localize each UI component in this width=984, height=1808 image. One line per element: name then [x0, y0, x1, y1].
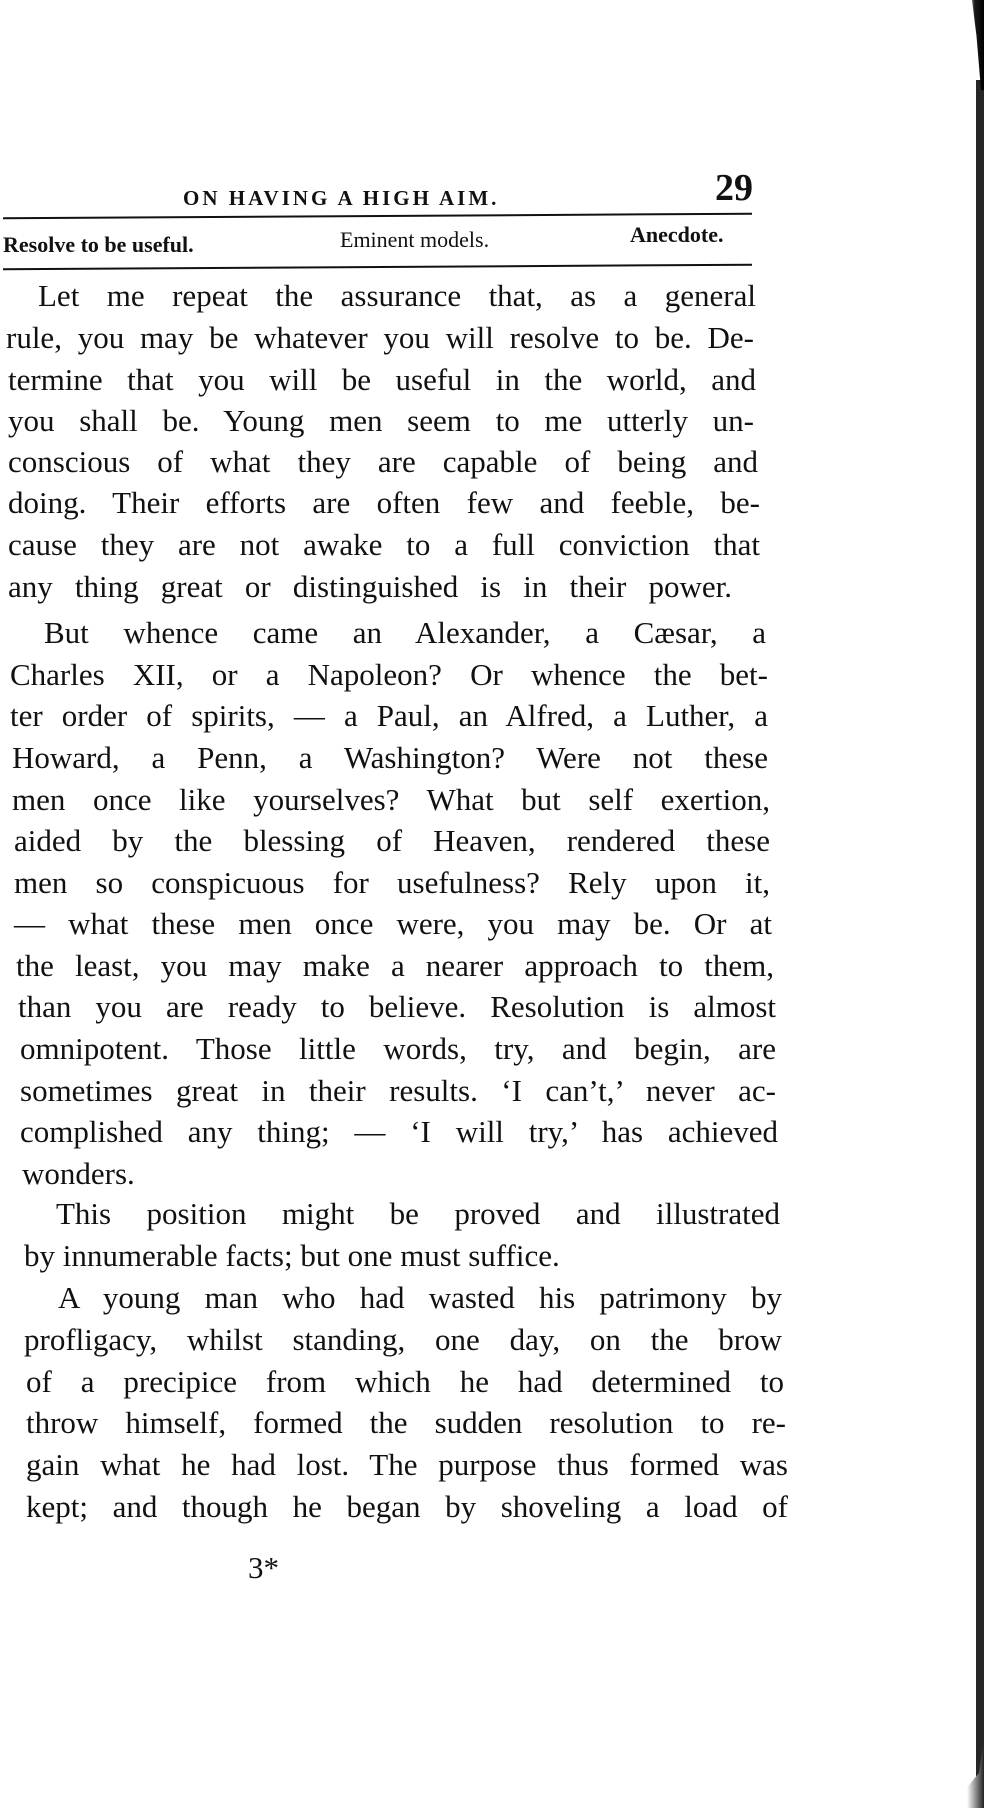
signature-mark: 3*: [248, 1550, 279, 1585]
running-head-title: ON HAVING A HIGH AIM.: [183, 186, 500, 210]
text-line: termine that you will be useful in the world, and: [8, 362, 756, 397]
text-line: Let me repeat the assurance that, as a general: [38, 278, 756, 313]
text-line: men once like yourselves? What but self exertion,: [12, 782, 770, 817]
topic-anecdote: Anecdote.: [630, 222, 724, 247]
topic-resolve: Resolve to be useful.: [3, 232, 194, 257]
header-rule-bottom: [3, 264, 752, 271]
text-line: by innumerable facts; but one must suffice.: [24, 1238, 560, 1273]
text-line: But whence came an Alexander, a Cæsar, a: [44, 615, 766, 650]
text-line: — what these men once were, you may be. Or at: [14, 906, 772, 941]
text-line: throw himself, formed the sudden resolution to re-: [26, 1405, 786, 1440]
text-line: the least, you may make a nearer approach to them,: [16, 948, 774, 983]
text-line: aided by the blessing of Heaven, rendered these: [14, 823, 770, 858]
text-line: ter order of spirits, — a Paul, an Alfred, a Luther, a: [10, 698, 768, 733]
text-line: rule, you may be whatever you will resolve to be. De-: [6, 320, 754, 355]
text-line: Howard, a Penn, a Washington? Were not these: [12, 740, 768, 775]
page-number: 29: [715, 167, 753, 209]
text-line: gain what he had lost. The purpose thus formed was: [26, 1447, 788, 1482]
text-line: wonders.: [22, 1156, 135, 1191]
text-line: Charles XII, or a Napoleon? Or whence the bet-: [10, 657, 768, 692]
page-edge-shadow-right: [976, 80, 984, 1780]
text-line: of a precipice from which he had determined to: [26, 1364, 784, 1399]
text-line: This position might be proved and illustrated: [56, 1196, 780, 1231]
text-line: A young man who had wasted his patrimony by: [58, 1280, 782, 1315]
text-line: kept; and though he began by shoveling a load of: [26, 1489, 788, 1524]
text-line: conscious of what they are capable of being and: [8, 444, 758, 479]
text-line: any thing great or distinguished is in their power.: [8, 569, 732, 604]
text-line: sometimes great in their results. ‘I can’t,’ never ac-: [20, 1073, 776, 1108]
text-line: you shall be. Young men seem to me utterly un-: [8, 403, 754, 438]
running-head: [0, 160, 984, 220]
topic-eminent-models: Eminent models.: [340, 227, 490, 252]
topic-headline: [0, 222, 760, 262]
text-line: than you are ready to believe. Resolution is almost: [18, 989, 776, 1024]
text-line: men so conspicuous for usefulness? Rely upon it,: [14, 865, 770, 900]
text-line: complished any thing; — ‘I will try,’ has achieved: [20, 1114, 778, 1149]
text-line: doing. Their efforts are often few and feeble, be-: [8, 485, 760, 520]
text-line: profligacy, whilst standing, one day, on the brow: [24, 1322, 782, 1357]
page-edge-shadow-top: [954, 0, 984, 90]
text-line: omnipotent. Those little words, try, and begin, are: [20, 1031, 776, 1066]
text-line: cause they are not awake to a full conviction that: [8, 527, 760, 562]
